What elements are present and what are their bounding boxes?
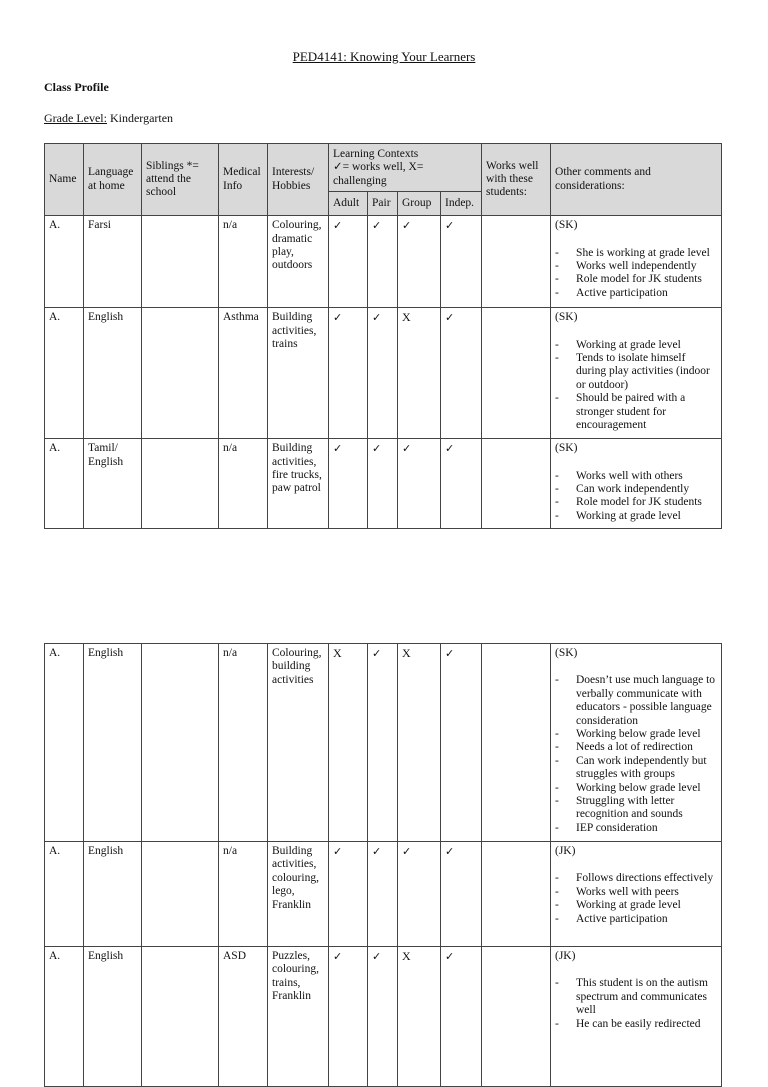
medical-info-cell: n/a (219, 216, 268, 308)
siblings-cell (142, 216, 219, 308)
medical-info-cell: n/a (219, 439, 268, 529)
language-cell: English (84, 644, 142, 842)
language-cell: English (84, 842, 142, 947)
comment-item: - Follows directions effectively (555, 872, 717, 885)
language-cell: English (84, 308, 142, 439)
column-header-adult: Adult (329, 192, 368, 216)
student-name-cell: A. (45, 947, 84, 1087)
context-group-cell: ✓ (398, 842, 441, 947)
siblings-cell (142, 842, 219, 947)
column-header-interests: Interests/ Hobbies (268, 144, 329, 216)
grade-tag: (JK) (555, 845, 576, 857)
column-header-medical: Medical Info (219, 144, 268, 216)
column-header-name: Name (45, 144, 84, 216)
student-name-cell: A. (45, 644, 84, 842)
comment-list (555, 470, 717, 524)
grade-tag: (JK) (555, 950, 576, 962)
comments-cell (551, 216, 722, 308)
interests-cell: Building activities, trains (268, 308, 329, 439)
context-group-cell: ✓ (398, 216, 441, 308)
comment-item: - Works well with peers (555, 886, 717, 899)
comment-item: - Role model for JK students (555, 496, 717, 509)
column-header-comments: Other comments and considerations: (551, 144, 722, 216)
comment-item: - Working at grade level (555, 899, 717, 912)
class-profile-table-continued (44, 643, 722, 1087)
section-heading: Class Profile (44, 80, 109, 94)
context-adult-cell: ✓ (329, 842, 368, 947)
student-name-cell: A. (45, 439, 84, 529)
grade-tag: (SK) (555, 311, 578, 324)
works-well-with-cell (482, 308, 551, 439)
table-row (45, 947, 722, 1087)
comments-cell (551, 644, 722, 842)
context-indep-cell: ✓ (441, 216, 482, 308)
context-group-cell: X (398, 947, 441, 1087)
comment-item: - IEP consideration (555, 822, 717, 835)
comment-item: - Can work independently but struggles with groups (555, 755, 717, 782)
grade-level-value: Kindergarten (109, 111, 174, 125)
comment-list (555, 872, 717, 926)
comments-cell (551, 308, 722, 439)
grade-level (44, 111, 173, 126)
interests-cell: Colouring, building activities (268, 644, 329, 842)
column-header-language: Language at home (84, 144, 142, 216)
comments-cell (551, 439, 722, 529)
context-pair-cell: ✓ (368, 439, 398, 529)
comment-item: - Works well independently (555, 260, 717, 273)
comment-list (555, 339, 717, 433)
column-header-siblings: Siblings *= attend the school (142, 144, 219, 216)
language-cell: Tamil/ English (84, 439, 142, 529)
document-title: PED4141: Knowing Your Learners (292, 49, 476, 64)
grade-tag: (SK) (555, 442, 578, 455)
column-header-group: Group (398, 192, 441, 216)
comment-item: - Struggling with letter recognition and sounds (555, 795, 717, 822)
column-header-indep: Indep. (441, 192, 482, 216)
context-group-cell: ✓ (398, 439, 441, 529)
siblings-cell (142, 308, 219, 439)
table-row (45, 842, 722, 947)
works-well-with-cell (482, 439, 551, 529)
comment-item: - Active participation (555, 287, 717, 300)
comments-cell (551, 842, 722, 947)
interests-cell: Puzzles, colouring, trains, Franklin (268, 947, 329, 1087)
class-profile-table (44, 143, 722, 529)
comment-list (555, 977, 717, 1031)
comment-item: - He can be easily redirected (555, 1018, 717, 1031)
context-group-cell: X (398, 644, 441, 842)
context-indep-cell: ✓ (441, 644, 482, 842)
works-well-with-cell (482, 644, 551, 842)
context-indep-cell: ✓ (441, 947, 482, 1087)
language-cell: Farsi (84, 216, 142, 308)
student-name-cell: A. (45, 842, 84, 947)
context-adult-cell: ✓ (329, 439, 368, 529)
comment-item: - Needs a lot of redirection (555, 741, 717, 754)
medical-info-cell: Asthma (219, 308, 268, 439)
learning-contexts-title: Learning Contexts (333, 148, 419, 160)
interests-cell: Colouring, dramatic play, outdoors (268, 216, 329, 308)
context-adult-cell: X (329, 644, 368, 842)
siblings-cell (142, 439, 219, 529)
works-well-with-cell (482, 947, 551, 1087)
table-row (45, 216, 722, 308)
comment-item: - Should be paired with a stronger student for encouragement (555, 392, 717, 432)
language-cell: English (84, 947, 142, 1087)
works-well-with-cell (482, 216, 551, 308)
comments-cell (551, 947, 722, 1087)
comment-item: - Tends to isolate himself during play activities (indoor or outdoor) (555, 352, 717, 392)
context-pair-cell: ✓ (368, 308, 398, 439)
context-adult-cell: ✓ (329, 947, 368, 1087)
comment-item: - This student is on the autism spectrum and communicates well (555, 977, 717, 1017)
table-row (45, 308, 722, 439)
student-name-cell: A. (45, 308, 84, 439)
column-header-learning-contexts (329, 144, 482, 192)
context-adult-cell: ✓ (329, 308, 368, 439)
context-pair-cell: ✓ (368, 644, 398, 842)
comment-item: - Working below grade level (555, 728, 717, 741)
grade-tag: (SK) (555, 219, 578, 232)
comment-item: - Role model for JK students (555, 273, 717, 286)
context-indep-cell: ✓ (441, 439, 482, 529)
siblings-cell (142, 644, 219, 842)
context-pair-cell: ✓ (368, 947, 398, 1087)
column-header-works-well: Works well with these students: (482, 144, 551, 216)
works-well-with-cell (482, 842, 551, 947)
context-group-cell: X (398, 308, 441, 439)
siblings-cell (142, 947, 219, 1087)
comment-item: - Works well with others (555, 470, 717, 483)
medical-info-cell: n/a (219, 644, 268, 842)
comment-item: - Working at grade level (555, 510, 717, 523)
medical-info-cell: n/a (219, 842, 268, 947)
comment-list (555, 247, 717, 301)
comment-item: - Can work independently (555, 483, 717, 496)
comment-item: - Doesn’t use much language to verbally communicate with educators - possible language consideration (555, 674, 717, 728)
context-adult-cell: ✓ (329, 216, 368, 308)
comment-item: - Working at grade level (555, 339, 717, 352)
learning-contexts-legend: ✓= works well, X= challenging (333, 161, 424, 187)
interests-cell: Building activities, colouring, lego, Franklin (268, 842, 329, 947)
student-name-cell: A. (45, 216, 84, 308)
grade-level-label: Grade Level: (44, 111, 107, 125)
comment-item: - Active participation (555, 913, 717, 926)
medical-info-cell: ASD (219, 947, 268, 1087)
context-pair-cell: ✓ (368, 216, 398, 308)
context-indep-cell: ✓ (441, 842, 482, 947)
interests-cell: Building activities, fire trucks, paw patrol (268, 439, 329, 529)
context-pair-cell: ✓ (368, 842, 398, 947)
comment-item: - She is working at grade level (555, 247, 717, 260)
comment-list (555, 674, 717, 835)
comment-item: - Working below grade level (555, 782, 717, 795)
table-row (45, 439, 722, 529)
table-row (45, 644, 722, 842)
grade-tag: (SK) (555, 647, 578, 659)
column-header-pair: Pair (368, 192, 398, 216)
context-indep-cell: ✓ (441, 308, 482, 439)
